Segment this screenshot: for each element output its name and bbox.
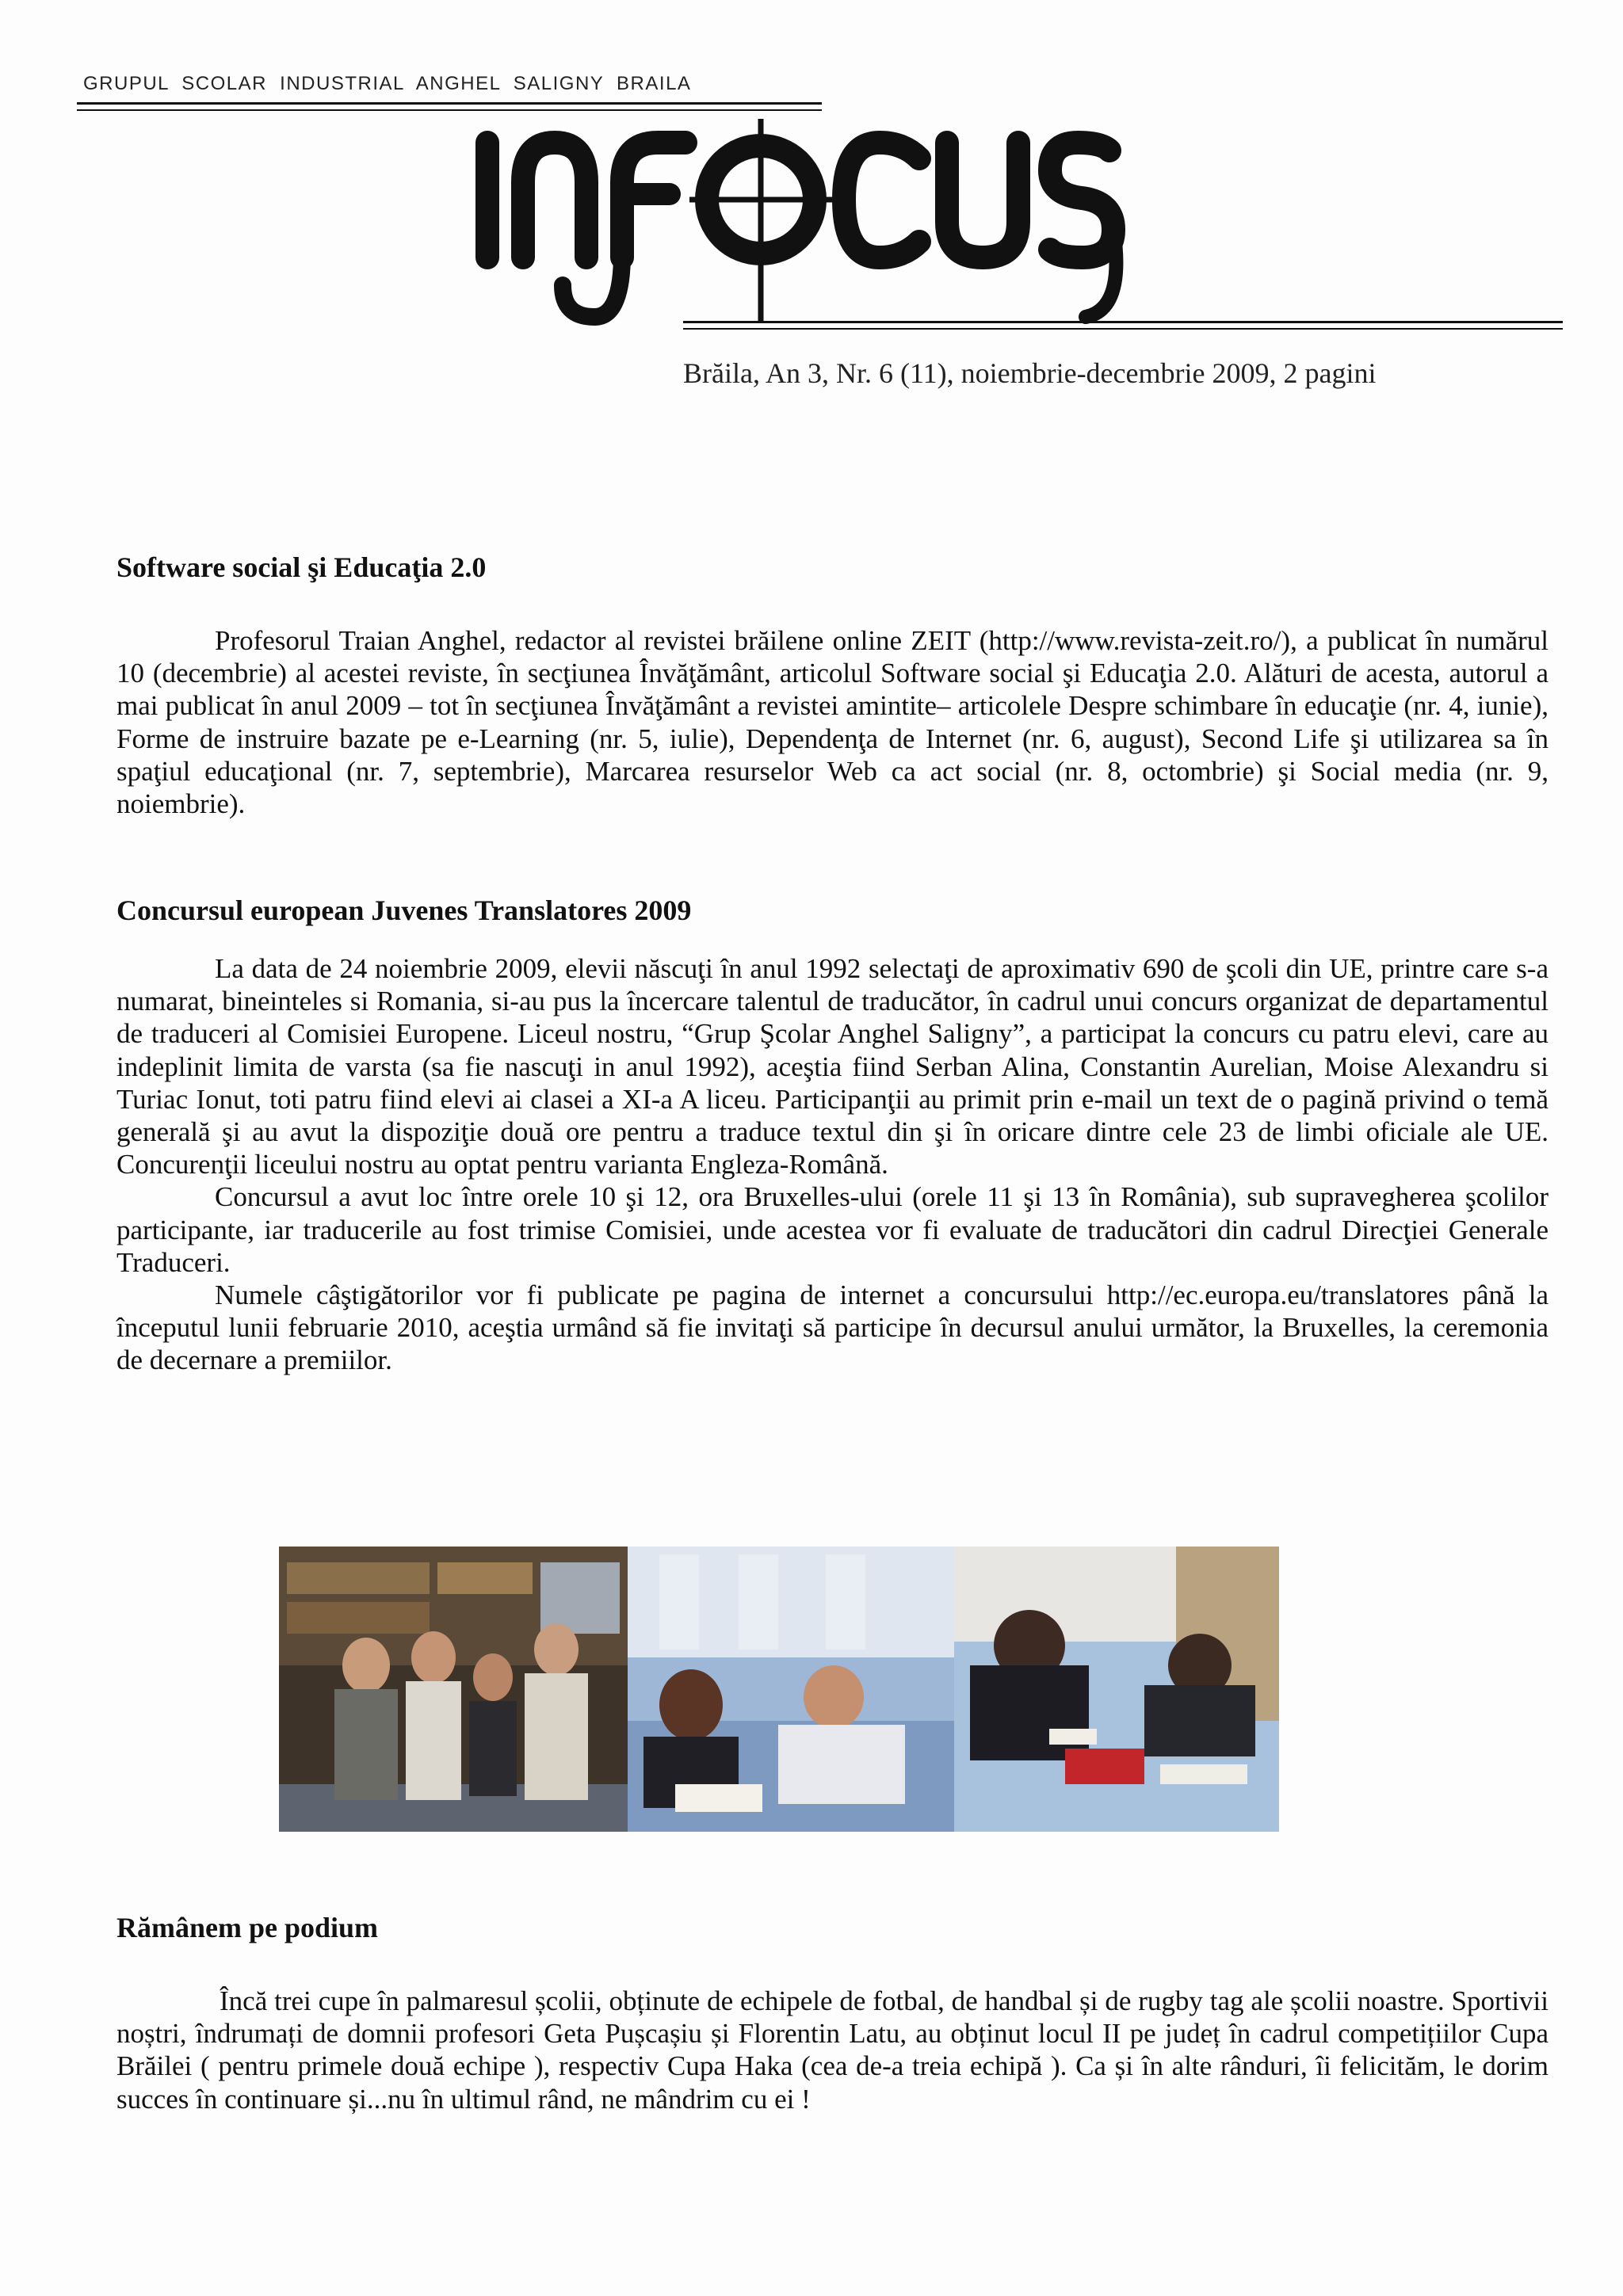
article-juvenes-translatores [116, 894, 1549, 927]
photo-students-exam [954, 1547, 1279, 1832]
article-title: Rămânem pe podium [116, 1912, 379, 1943]
infocus-logo [475, 119, 1228, 341]
school-name: GRUPUL SCOLAR INDUSTRIAL ANGHEL SALIGNY BRAILA [83, 73, 692, 94]
photo-students-library [279, 1547, 628, 1832]
article-body [116, 1985, 1549, 2115]
photo-strip [279, 1547, 1279, 1832]
paragraph: Numele câştigătorilor vor fi publicate pe pagina de internet a concursului http://ec.europa.eu/translatores până la începutul lunii februarie 2010, aceştia urmând să fie invitaţi să participe în decursul anului următor, la Bruxelles, la ceremonia de decernare a premiilor. [116, 1280, 1549, 1376]
article-body [116, 952, 1549, 1377]
article-title: Concursul european Juvenes Translatores 2009 [116, 894, 692, 926]
paragraph: Concursul a avut loc între orele 10 şi 12, ora Bruxelles-ului (orele 11 şi 13 în România), sub supravegherea şcolilor participante, iar traducerile au fost trimise Comisiei, unde acestea vor fi evaluate de traducători din cadrul Direcţiei Generale Traduceri. [116, 1181, 1549, 1278]
paragraph: Încă trei cupe în palmaresul școlii, obținute de echipele de fotbal, de handbal și de rugby tag ale școlii noastre. Sportivii noștri, îndrumați de domnii profesori Geta Pușcașiu și Florentin Latu, au obținut locul II pe județ în cadrul competițiilor Cupa Brăilei ( pentru primele două echipe ), respectiv Cupa Haka (cea de-a treia echipă ). Ca și în alte rânduri, îi felicităm, le dorim succes în continuare și...nu în ultimul rând, ne mândrim cu ei ! [116, 1985, 1549, 2115]
article-title: Software social şi Educaţia 2.0 [116, 551, 487, 583]
issue-info: Brăila, An 3, Nr. 6 (11), noiembrie-decembrie 2009, 2 pagini [683, 357, 1377, 389]
article-body [116, 624, 1549, 820]
header-rule-bottom-2 [683, 328, 1563, 330]
paragraph: La data de 24 noiembrie 2009, elevii născuţi în anul 1992 selectaţi de aproximativ 690 de şcoli din UE, printre care s-a numarat, bineinteles si Romania, si-au pus la încercare talentul de traducător, în cadrul unui concurs organizat de departamentul de traduceri al Comisiei Europene. Liceul nostru, “Grup Şcolar Anghel Saligny”, a participat la concurs cu patru elevi, care au indeplinit limita de varsta (sa fie nascuţi in anul 1992), aceştia fiind Serban Alina, Constantin Aurelian, Moise Alexandru si Turiac Ionut, toti patru fiind elevi ai clasei a XI-a A liceu. Participanţii au primit prin e-mail un text de o pagină privind o temă generală şi au avut la dispoziţie două ore pentru a traduce textul din şi în oricare dintre cele 23 de limbi oficiale ale UE. Concurenţii liceului nostru au optat pentru varianta Engleza-Română. [116, 953, 1549, 1180]
paragraph: Profesorul Traian Anghel, redactor al revistei brăilene online ZEIT (http://www.revista-zeit.ro/), a publicat în numărul 10 (decembrie) al acestei reviste, în secţiunea Învăţământ, articolul Software social şi Educaţia 2.0. Alături de acesta, autorul a mai publicat în anul 2009 – tot în secţiunea Învăţământ a revistei amintite– articolele Despre schimbare în educaţie (nr. 4, iunie), Forme de instruire bazate pe e-Learning (nr. 5, iulie), Dependenţa de Internet (nr. 6, august), Second Life şi utilizarea sa în spaţiul educaţional (nr. 7, septembrie), Marcarea resurselor Web ca act social (nr. 8, octombrie) şi Social media (nr. 9, noiembrie). [116, 625, 1549, 820]
header-rule-top [77, 102, 822, 105]
photo-students-writing [628, 1547, 954, 1832]
header-rule-bottom [683, 321, 1563, 323]
header-rule-top-2 [77, 109, 822, 111]
article-software-social [116, 551, 1549, 584]
article-podium [116, 1911, 1549, 1944]
